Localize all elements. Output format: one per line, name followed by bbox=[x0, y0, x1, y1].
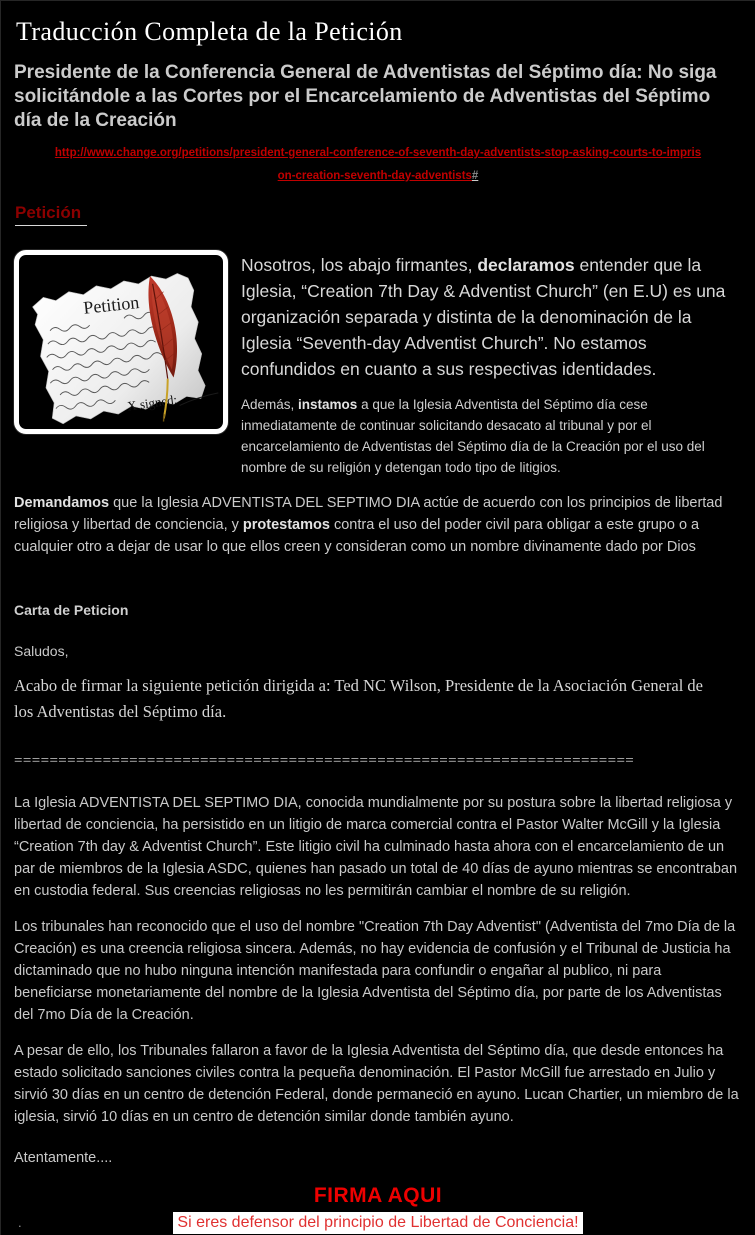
urge-bold: instamos bbox=[298, 397, 358, 412]
equals-divider: ====================================================================== bbox=[14, 753, 635, 769]
sign-here-link[interactable]: FIRMA AQUI bbox=[313, 1184, 443, 1207]
demand-paragraph bbox=[14, 492, 742, 558]
link-suffix: # bbox=[471, 170, 479, 182]
declaration-column bbox=[241, 250, 742, 478]
letter-closing: Atentamente.... bbox=[14, 1150, 113, 1166]
urge-pre: Además, bbox=[241, 397, 299, 412]
petition-paper-illustration bbox=[23, 259, 219, 425]
petition-link-block bbox=[54, 141, 702, 187]
letter-heading: Carta de Peticion bbox=[14, 602, 129, 618]
conscience-highlight-link[interactable]: Si eres defensor del principio de Libertad de Conciencia! bbox=[173, 1212, 582, 1234]
letter-body-3: A pesar de ello, los Tribunales fallaron a favor de la Iglesia Adventista del Séptimo día, que desde entonces ha estado solicitado sanciones civiles contra la pequeña denominación. El Pastor McGill fue arrestado en Julio y sirvió 30 días en un centro de detención Federal, donde permaneció en ayuno. Lucan Chartier, un miembro de la iglesia, sirvió 10 días en un centro de detención similar donde también ayuno. bbox=[14, 1043, 739, 1125]
signed-label: X signed: bbox=[126, 391, 179, 414]
signature-footer bbox=[14, 1184, 742, 1235]
declaration-paragraph bbox=[241, 252, 742, 382]
declaration-post: entender que la Iglesia, “Creation 7th Day & Adventist Church” (en E.U) es una organización separada y distinta de la denominación de la Iglesia “Seventh-day Adventist Church”. No estamos confundidos en cuanto a sus respectivas identidades. bbox=[241, 255, 726, 379]
change-org-petition-link[interactable]: http://www.change.org/petitions/president-general-conference-of-seventh-day-adventists-stop-asking-courts-to-imprison-creation-seventh-day-adventists bbox=[54, 147, 702, 182]
declaration-pre: Nosotros, los abajo firmantes, bbox=[241, 255, 478, 275]
urge-post: a que la Iglesia Adventista del Séptimo día cese inmediatamente de continuar solicitando desacato al tribunal y por el encarcelamiento de Adventistas del Séptimo día de la Creación por el uso del nombre de su religión y detengan todo tipo de litigios. bbox=[241, 397, 705, 475]
stray-period: . bbox=[18, 1215, 22, 1230]
demand-bold1: Demandamos bbox=[14, 495, 110, 511]
urge-paragraph bbox=[241, 394, 742, 478]
letter-body-2: Los tribunales han reconocido que el uso del nombre "Creation 7th Day Adventist" (Adventista del 7mo Día de la Creación) es una creencia religiosa sincera. Además, no hay evidencia de confusión y el Tribunal de Justicia ha dictaminado que no hubo ninguna intención manifestada para confundir o engañar al publico, ni para beneficiarse monetariamente del nombre de la Iglesia Adventista del Séptimo día, por parte de los Adventistas del 7mo Día de la Creación. bbox=[14, 919, 736, 1023]
letter-intro: Acabo de firmar la siguiente petición dirigida a: Ted NC Wilson, Presidente de la Asociación General de los Adventistas del Séptimo día. bbox=[14, 676, 703, 721]
petition-caption: Petition bbox=[82, 292, 141, 318]
letter-body-1: La Iglesia ADVENTISTA DEL SEPTIMO DIA, conocida mundialmente por su postura sobre la libertad religiosa y libertad de conciencia, ha persistido en un litigio de marca comercial contra el Pastor Walter McGill y la Iglesia “Creation 7th day & Adventist Church”. Este litigio civil ha culminado hasta ahora con el encarcelamiento de un par de miembros de la Iglesia ASDC, quienes han pasado un total de 40 días de ayuno mientras se encontraban en custodia federal. Sus creencias religiosas no les permitirán cambiar el nombre de su religión. bbox=[14, 795, 738, 899]
declaration-bold: declaramos bbox=[477, 255, 575, 275]
demand-mid: que la Iglesia ADVENTISTA DEL SEPTIMO DIA actúe de acuerdo con los principios de libertad religiosa y libertad de conciencia, y bbox=[14, 495, 723, 533]
petition-image bbox=[14, 250, 228, 434]
petition-headline: Presidente de la Conferencia General de Adventistas del Séptimo día: No siga solicitándole a las Cortes por el Encarcelamiento de Adventistas del Séptimo día de la Creación bbox=[14, 62, 717, 131]
demand-post: contra el uso del poder civil para obligar a este grupo o a cualquier otro a dejar de usar lo que ellos creen y consideran como un nombre divinamente dado por Dios bbox=[14, 517, 700, 555]
highlight-row bbox=[14, 1212, 742, 1235]
petition-media-row bbox=[14, 250, 742, 478]
page-title: Traducción Completa de la Petición bbox=[16, 17, 403, 46]
section-heading-peticion: Petición bbox=[15, 203, 87, 226]
demand-bold2: protestamos bbox=[242, 517, 330, 533]
letter-greeting: Saludos, bbox=[14, 643, 69, 659]
